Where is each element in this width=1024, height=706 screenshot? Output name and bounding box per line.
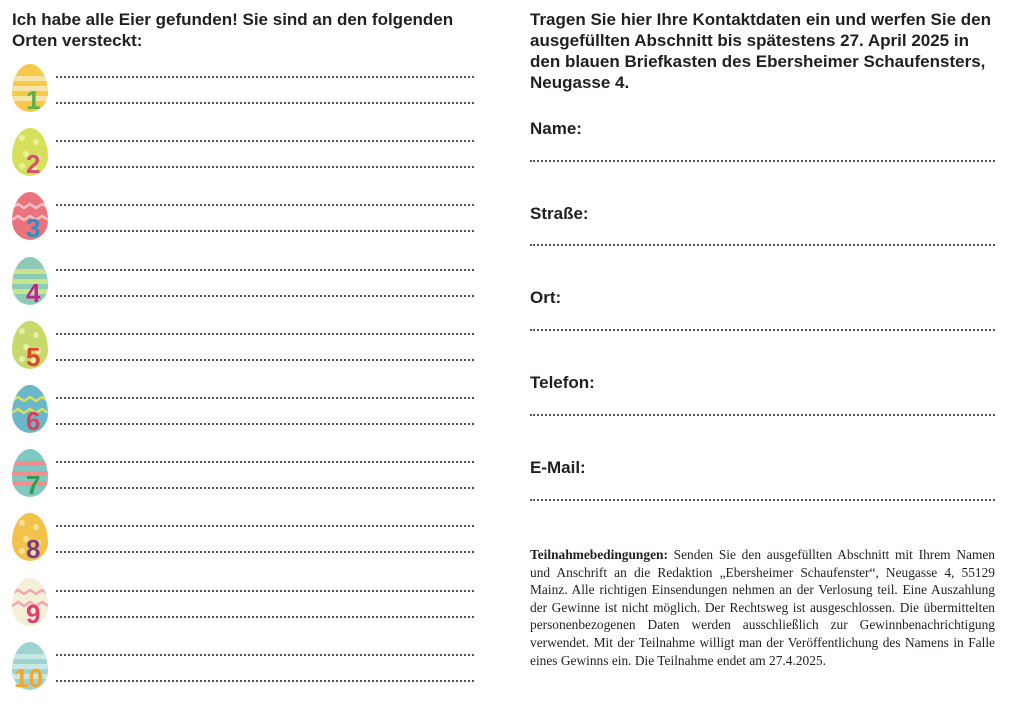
location-line[interactable]: [56, 269, 474, 271]
contact-instructions: Tragen Sie hier Ihre Kontaktdaten ein und werfen Sie den ausgefüllten Abschnitt bis spätestens 27. April 2025 in den blauen Briefkasten des Ebersheimer Schaufensters, Neugasse 4.: [530, 10, 991, 92]
egg-number: 8: [26, 534, 41, 565]
egg-location-row: [8, 513, 488, 575]
egg-number: 9: [26, 598, 41, 629]
location-line[interactable]: [56, 230, 474, 232]
phone-label: Telefon:: [530, 373, 595, 392]
phone-field[interactable]: [530, 414, 995, 416]
location-line[interactable]: [56, 616, 474, 618]
egg-location-row: [8, 385, 488, 447]
egg-location-row: [8, 128, 488, 190]
location-line[interactable]: [56, 525, 474, 527]
participation-terms: [530, 546, 995, 669]
street-label: Straße:: [530, 204, 589, 223]
egg-number: 4: [26, 277, 41, 308]
location-line[interactable]: [56, 551, 474, 553]
location-line[interactable]: [56, 166, 474, 168]
location-line[interactable]: [56, 654, 474, 656]
location-line[interactable]: [56, 295, 474, 297]
terms-heading: Teilnahmebedingungen:: [530, 547, 668, 562]
location-line[interactable]: [56, 680, 474, 682]
street-field[interactable]: [530, 244, 995, 246]
egg-location-row: [8, 449, 488, 511]
city-field[interactable]: [530, 329, 995, 331]
egg-number: 3: [26, 213, 41, 244]
terms-text: Senden Sie den ausgefüllten Abschnitt mit Ihrem Namen und Anschrift an die Redaktion „Ebersheimer Schaufenster“, Neugasse 4, 55129 Mainz. Alle richtigen Einsendungen nehmen an der Verlosung teil. Eine Auszahlung der Gewinne ist nicht möglich. Der Rechtsweg ist ausgeschlossen. Die übermittelten personenbezogenen Daten werden ausschließlich zur Gewinnbenachrichtigung verwendet. Mit der Teilnahme willigt man der Veröffentlichung des Namens in Falle eines Gewinns ein. Die Teilnahme endet am 27.4.2025.: [530, 547, 995, 668]
egg-location-row: [8, 578, 488, 640]
egg-location-row: [8, 321, 488, 383]
egg-location-row: [8, 192, 488, 254]
found-eggs-title: Ich habe alle Eier gefunden! Sie sind an den folgenden Orten versteckt:: [12, 10, 454, 50]
location-line[interactable]: [56, 590, 474, 592]
egg-number: 2: [26, 149, 41, 180]
location-line[interactable]: [56, 76, 474, 78]
contact-form-section: [530, 0, 1000, 706]
name-field[interactable]: [530, 160, 995, 162]
location-line[interactable]: [56, 487, 474, 489]
city-label: Ort:: [530, 288, 562, 307]
egg-location-row: [8, 642, 488, 704]
name-label: Name:: [530, 119, 582, 138]
egg-location-row: [8, 257, 488, 319]
location-line[interactable]: [56, 102, 474, 104]
location-line[interactable]: [56, 333, 474, 335]
egg-number: 1: [26, 85, 41, 115]
egg-number: 10: [14, 662, 43, 693]
egg-number: 6: [26, 406, 41, 436]
location-line[interactable]: [56, 397, 474, 399]
location-line[interactable]: [56, 359, 474, 361]
location-line[interactable]: [56, 461, 474, 463]
email-field[interactable]: [530, 499, 995, 501]
egg-number: 5: [26, 341, 41, 372]
location-line[interactable]: [56, 204, 474, 206]
egg-number: 7: [26, 470, 41, 501]
egg-location-row: [8, 64, 488, 126]
email-label: E-Mail:: [530, 458, 586, 477]
location-line[interactable]: [56, 423, 474, 425]
location-line[interactable]: [56, 140, 474, 142]
found-eggs-section: [0, 0, 490, 706]
